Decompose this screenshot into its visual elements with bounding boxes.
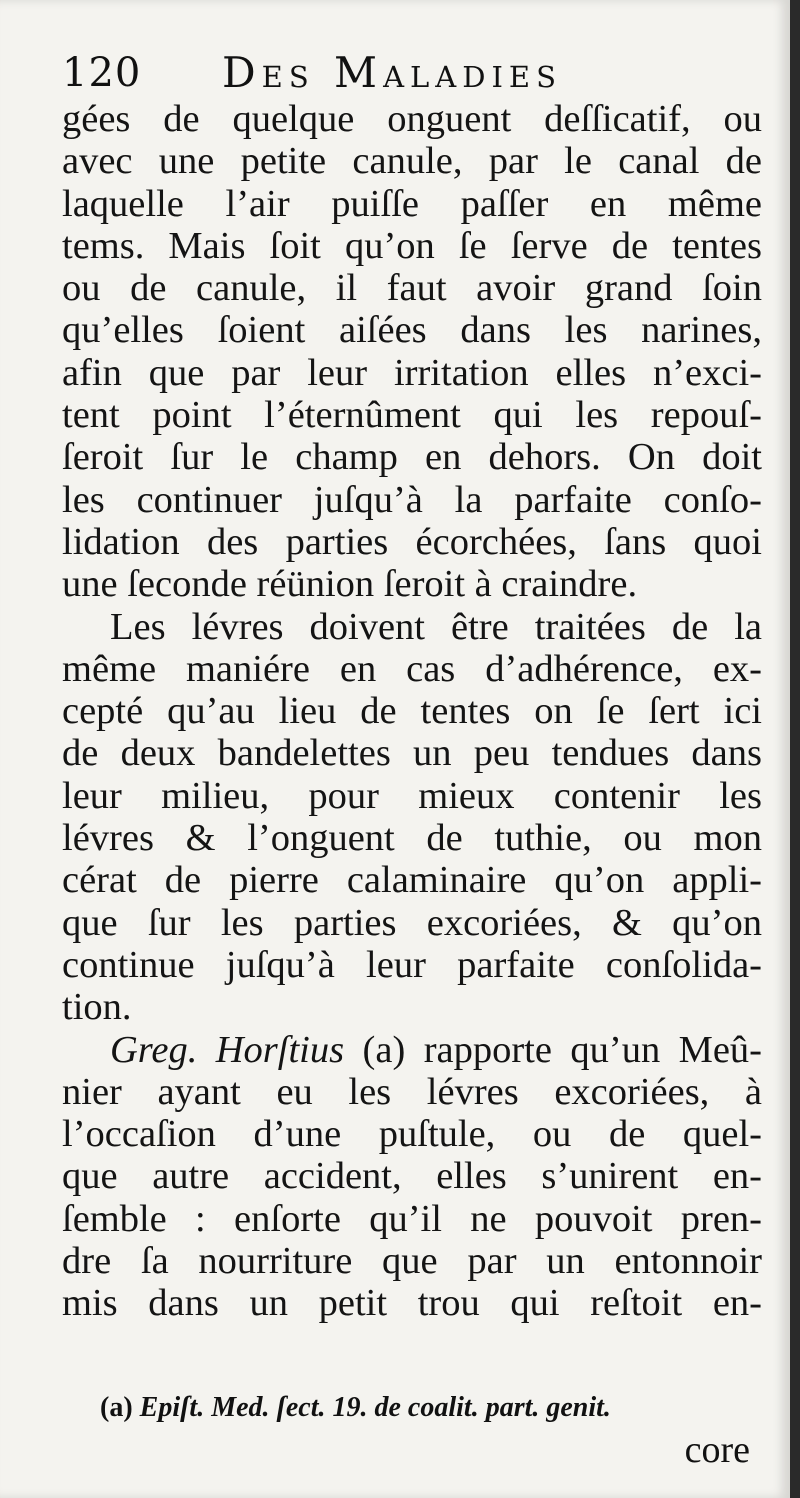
- page-edge: [790, 0, 800, 1498]
- cited-author: Greg. Horſtius: [110, 1028, 345, 1071]
- text-line: de deux bandelettes un peu tendues dans: [62, 732, 762, 775]
- text-line-rest: rapporte qu’un Meû-: [423, 1028, 763, 1071]
- text-line: leur milieu, pour mieux contenir les: [62, 774, 762, 817]
- catchword: core: [684, 1429, 750, 1471]
- text-line: les continuer juſqu’à la parfaite conſo-: [62, 478, 762, 521]
- footnote-ref: (a): [362, 1028, 406, 1071]
- text-line: continue juſqu’à leur parfaite conſolida-: [62, 943, 762, 986]
- text-line: tent point l’éternûment qui les repouſ-: [62, 394, 762, 437]
- text-line: ſeroit ſur le champ en dehors. On doit: [62, 436, 762, 479]
- text-line: lévres & l’onguent de tuthie, ou mon: [62, 817, 762, 860]
- footnote: [100, 1392, 611, 1424]
- text-line: une ſeconde réünion ſeroit à craindre.: [62, 563, 638, 606]
- page-number: 120: [62, 50, 142, 96]
- text-line: afin que par leur irritation elles n’exci-: [62, 351, 762, 394]
- footnote-text: Epiſt. Med. ſect. 19. de coalit. part. genit.: [139, 1392, 611, 1423]
- text-line: même maniére en cas d’adhérence, ex-: [62, 647, 762, 690]
- text-line: cepté qu’au lieu de tentes on ſe ſert ici: [62, 690, 762, 733]
- text-line: qu’elles ſoient aiſées dans les narines,: [62, 309, 762, 352]
- running-title: Des Maladies: [222, 48, 562, 97]
- text-line: nier ayant eu les lévres excoriées, à: [62, 1070, 762, 1113]
- text-line: que autre accident, elles s’unirent en-: [62, 1155, 762, 1198]
- text-line: Les lévres doivent être traitées de la: [110, 605, 762, 648]
- text-line: dre ſa nourriture que par un entonnoir: [62, 1240, 762, 1283]
- text-line: tion.: [62, 986, 132, 1029]
- text-line: laquelle l’air puiſſe paſſer en même: [62, 182, 762, 225]
- text-line: ſemble : enſorte qu’il ne pouvoit pren-: [62, 1197, 762, 1240]
- text-line: lidation des parties écorchées, ſans quoi: [62, 520, 762, 563]
- footnote-marker: (a): [100, 1392, 133, 1423]
- text-line: cérat de pierre calaminaire qu’on appli-: [62, 859, 762, 902]
- text-line: [62, 1029, 762, 1071]
- text-line: que ſur les parties excoriées, & qu’on: [62, 901, 762, 944]
- body-text: [62, 98, 762, 1325]
- page-header: [62, 38, 762, 102]
- text-line: ou de canule, il faut avoir grand ſoin: [62, 267, 762, 310]
- text-line: avec une petite canule, par le canal de: [62, 140, 762, 183]
- text-line: tems. Mais ſoit qu’on ſe ſerve de tentes: [62, 224, 762, 267]
- text-line: gées de quelque onguent deſſicatif, ou: [62, 98, 762, 140]
- text-line: l’occaſion d’une puſtule, ou de quel-: [62, 1113, 762, 1156]
- text-line: mis dans un petit trou qui reſtoit en-: [62, 1282, 762, 1325]
